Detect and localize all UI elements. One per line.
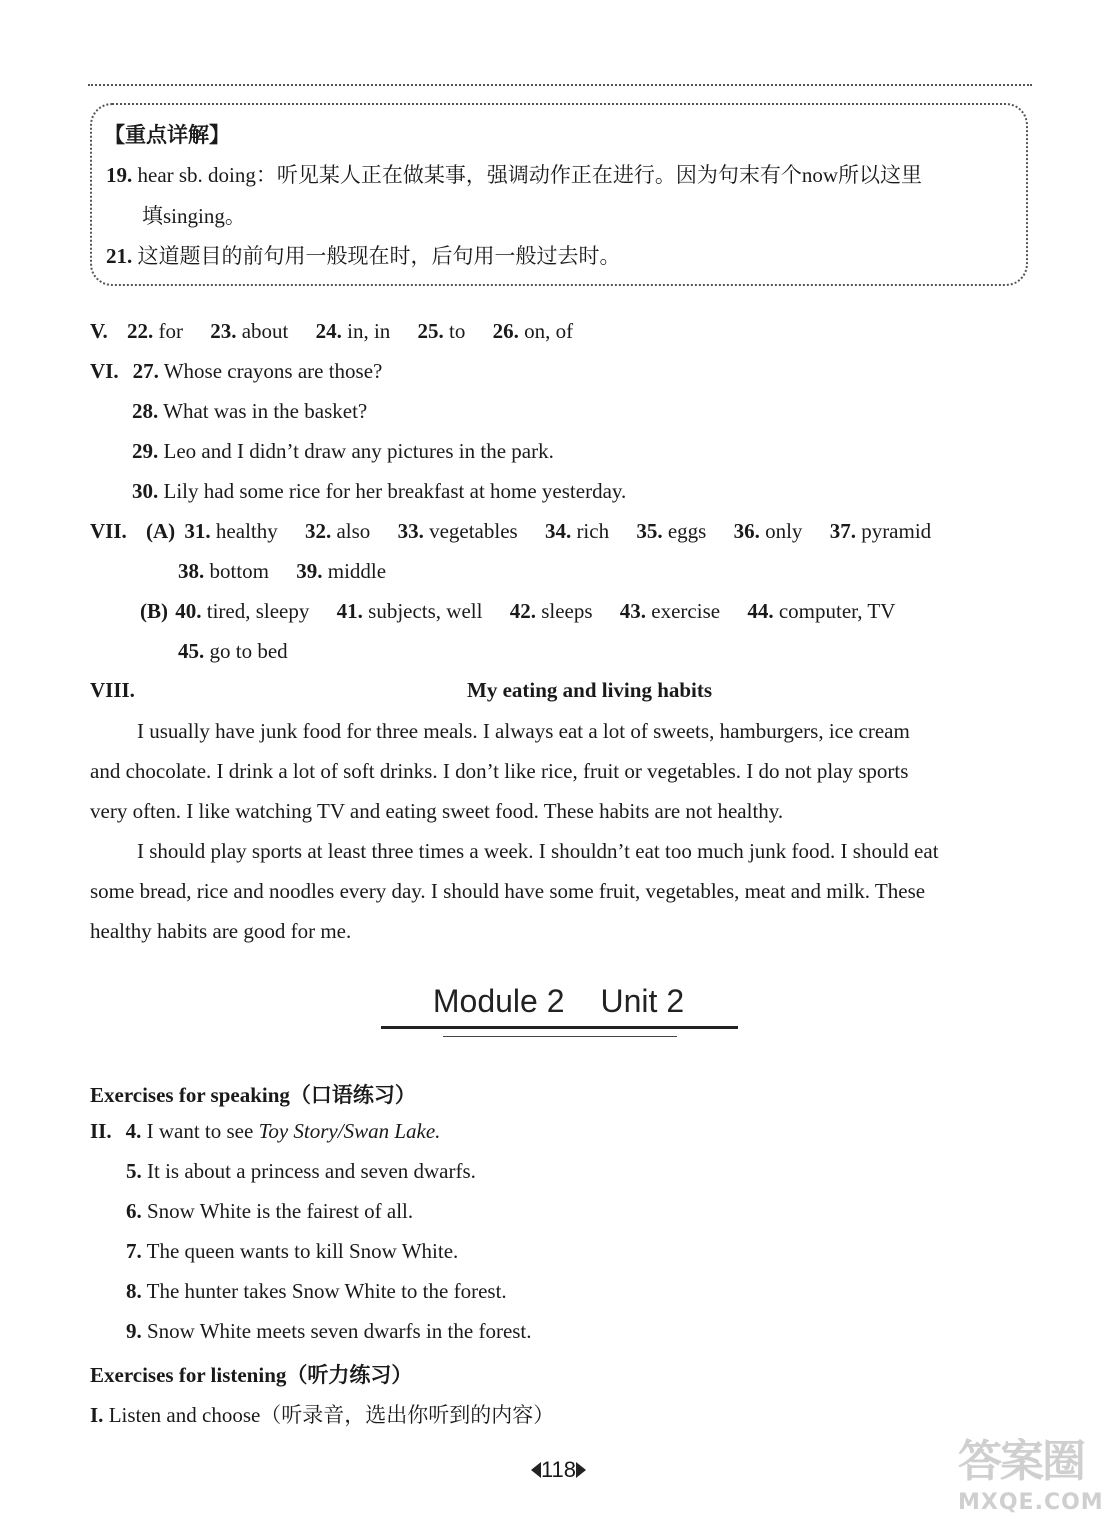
listening-item-1: I. Listen and choose（听录音，选出你听到的内容） xyxy=(90,1403,555,1427)
essay-title: My eating and living habits xyxy=(467,678,713,702)
essay-p1-line1: I usually have junk food for three meals. I always eat a lot of sweets, hamburgers, ice cream xyxy=(137,719,910,743)
section-vii-part-b-row1: (B) 40. tired, sleepy 41. subjects, well 42. sleeps 43. exercise 44. computer, TV xyxy=(140,599,896,623)
note-19-continued: 填singing。 xyxy=(142,204,246,228)
section-vi-item-30: 30. Lily had some rice for her breakfast at home yesterday. xyxy=(132,479,627,503)
section-v: V. 22. for 23. about 24. in, in 25. to 26. on, of xyxy=(90,319,574,343)
heading-rule-thin xyxy=(443,1036,677,1037)
section-vi-item-29: 29. Leo and I didn’t draw any pictures in the park. xyxy=(132,439,554,463)
essay-p2-line1: I should play sports at least three times a week. I shouldn’t eat too much junk food. I should eat xyxy=(137,839,939,863)
watermark-logo: 答案圈 MXQE.COM xyxy=(958,1436,1104,1515)
essay-p2-line2: some bread, rice and noodles every day. I should have some fruit, vegetables, meat and milk. These xyxy=(90,879,926,903)
key-notes-box xyxy=(90,103,1028,286)
speaking-item-8: 8. The hunter takes Snow White to the forest. xyxy=(126,1279,507,1303)
essay-p1-line3: very often. I like watching TV and eating sweet food. These habits are not healthy. xyxy=(90,799,784,823)
heading-rule-thick xyxy=(381,1026,738,1029)
section-vii-part-b-row2: 45. go to bed xyxy=(178,639,288,663)
section-viii-label: VIII. xyxy=(90,678,135,702)
module-heading: Module 2 Unit 2 xyxy=(432,983,685,1019)
essay-p1-line2: and chocolate. I drink a lot of soft drinks. I don’t like rice, fruit or vegetables. I do not play sports xyxy=(90,759,909,783)
right-triangle-icon xyxy=(576,1462,586,1478)
section-vii-part-a-row2: 38. bottom 39. middle xyxy=(178,559,387,583)
speaking-heading: Exercises for speaking（口语练习） xyxy=(90,1083,416,1107)
top-dotted-divider xyxy=(88,84,1032,86)
speaking-item-9: 9. Snow White meets seven dwarfs in the forest. xyxy=(126,1319,532,1343)
listening-heading: Exercises for listening（听力练习） xyxy=(90,1363,413,1387)
note-21: 21. 这道题目的前句用一般现在时，后句用一般过去时。 xyxy=(106,244,621,268)
left-triangle-icon xyxy=(531,1462,541,1478)
speaking-item-6: 6. Snow White is the fairest of all. xyxy=(126,1199,414,1223)
notes-title: 【重点详解】 xyxy=(104,123,230,147)
speaking-item-4: II. 4. I want to see Toy Story/Swan Lake. xyxy=(90,1119,441,1143)
essay-p2-line3: healthy habits are good for me. xyxy=(90,919,352,943)
section-vi-item-27: VI. 27. Whose crayons are those? xyxy=(90,359,383,383)
note-19: 19. hear sb. doing：听见某人正在做某事，强调动作正在进行。因为句末有个now所以这里 xyxy=(106,163,923,187)
speaking-item-7: 7. The queen wants to kill Snow White. xyxy=(126,1239,459,1263)
section-vii-part-a-row1: VII. (A) 31. healthy 32. also 33. vegetables 34. rich 35. eggs 36. only 37. pyramid xyxy=(90,519,932,543)
speaking-item-5: 5. It is about a princess and seven dwarfs. xyxy=(126,1159,476,1183)
page-number: 118 xyxy=(0,1457,1117,1483)
section-vi-item-28: 28. What was in the basket? xyxy=(132,399,368,423)
